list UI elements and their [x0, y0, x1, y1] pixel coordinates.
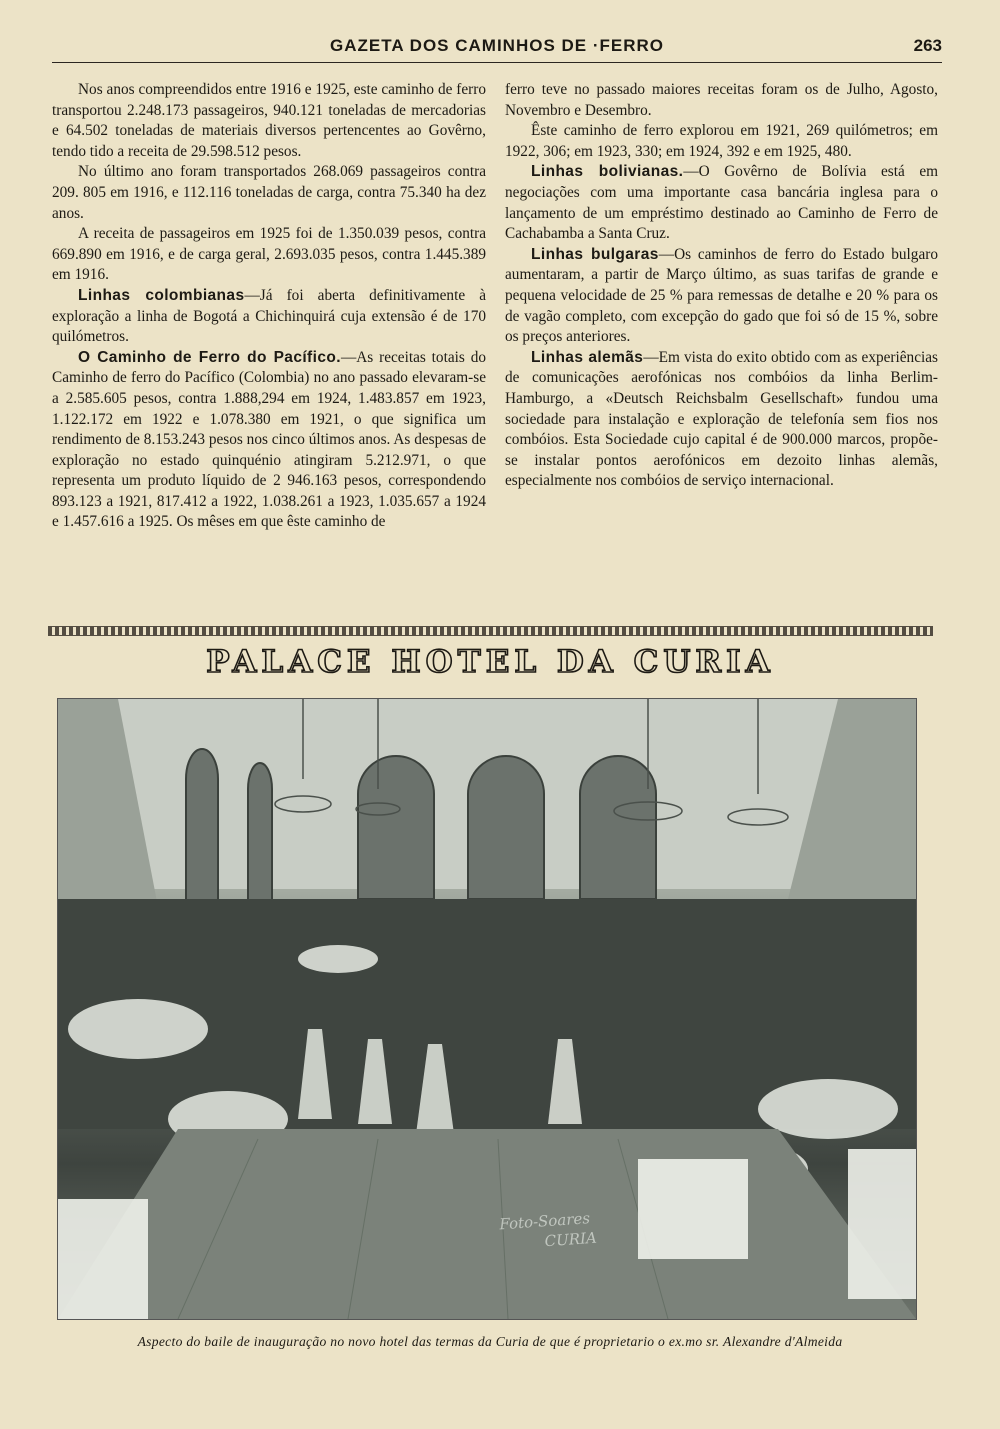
ballroom-illustration: [58, 699, 916, 1319]
section-heading-pacific: O Caminho de Ferro do Pacífico.: [78, 348, 341, 366]
paragraph-pacific-railway: O Caminho de Ferro do Pacífico.—As receitas totais do Caminho de ferro do Pacífico (Colombia) no ano passado elevaram-se a 2.585.605 pesos, contra 1.888,294 em 1924, 1.483.857 em 1923, 1.122.172 em 1922 e 1.078.380 em 1921, o que significa um rendimento de 8.153.243 pesos nos cinco últimos anos. As despesas de exploração no estado quinquénio atingiram 5.212.971, o que representa um produto líquido de 2 946.163 pesos, correspondendo 893.123 a 1921, 817.412 a 1922, 1.038.261 a 1923, 1.035.657 a 1924 e 1.457.616 a 1925. Os mêses em que êste caminho de: [52, 348, 486, 531]
paragraph-bolivian-lines: Linhas bolivianas.—O Govêrno de Bolívia está em negociações com uma importante casa bancária inglesa para o lançamento de um empréstimo destinado ao Caminho de Ferro de Cachabamba a Santa Cruz.: [505, 163, 939, 243]
paragraph-bulgarian-lines: Linhas bulgaras—Os caminhos de ferro do Estado bulgaro aumentaram, a partir de Março último, as suas tarifas de grande e pequena velocidade de 25 % para remessas de detalhe e 20 % para os de vagão completo, com excepção do gado que foi só de 15 %, sobre os preços anteriores.: [505, 245, 938, 346]
decorative-divider: [48, 626, 933, 636]
feature-title: PALACE HOTEL DA CURIA: [206, 644, 775, 680]
paragraph-pacific-continued: ferro teve no passado maiores receitas foram os de Julho, Agosto, Novembro e Desembro.: [505, 81, 938, 119]
paragraph-totals-1916-1925: Nos anos compreendidos entre 1916 e 1925, este caminho de ferro transportou 2.248.173 passageiros, 940.121 toneladas de mercadorias e 64.502 toneladas de materiais diversos pertencentes ao Govêrno, tendo tido a receita de 29.598.512 pesos.: [52, 81, 486, 160]
section-heading-bolivian: Linhas bolivianas.: [531, 163, 684, 181]
publication-title: GAZETA DOS CAMINHOS DE ·FERRO: [329, 36, 665, 55]
right-column: [505, 80, 938, 492]
photo-credit: Foto-Soares CURIA: [498, 1209, 598, 1251]
paragraph-last-year-traffic: No último ano foram transportados 268.069 passageiros contra 209. 805 em 1916, e 112.116 toneladas de carga, contra 75.340 ha dez anos.: [52, 163, 486, 222]
section-heading-german: Linhas alemãs: [531, 348, 644, 366]
paragraph-passenger-revenue: A receita de passageiros em 1925 foi de 1.350.039 pesos, contra 669.890 em 1916, e de carga geral, 2.693.035 pesos, contra 1.445.389 em 1916.: [52, 225, 486, 284]
photo-caption: Aspecto do baile de inauguração no novo hotel das termas da Curia de que é proprietario o ex.mo sr. Alexandre d'Almeida: [137, 1334, 843, 1349]
left-column: [52, 80, 486, 533]
paragraph-colombian-lines: Linhas colombianas—Já foi aberta definitivamente à exploração a linha de Bogotá a Chichinquirá cuja extensão é de 170 quilómetros.: [52, 286, 486, 346]
section-heading-colombian: Linhas colombianas: [78, 286, 245, 304]
section-heading-bulgarian: Linhas bulgaras: [531, 245, 659, 263]
page-number: 263: [913, 36, 942, 55]
ballroom-photograph: [57, 698, 917, 1320]
running-header: [52, 36, 942, 63]
paragraph-km-explored: Êste caminho de ferro explorou em 1921, 269 quilómetros; em 1922, 306; em 1923, 330; em 1924, 392 e em 1925, 480.: [505, 122, 938, 160]
paragraph-german-lines: Linhas alemãs—Em vista do exito obtido com as experiências de comunicações aerofónicas nos combóios da linha Berlim-Hamburgo, a «Deutsch Reichsbalm Gesellschaft» fundou uma sociedade para instalação e exploração de telefonía sem fios nos combóios. Esta Sociedade cujo capital é de 900.000 marcos, propõe-se instalar pontos aerofónicos em dezoito linhas alemãs, especialmente nos combóios de serviço internacional.: [505, 348, 938, 490]
